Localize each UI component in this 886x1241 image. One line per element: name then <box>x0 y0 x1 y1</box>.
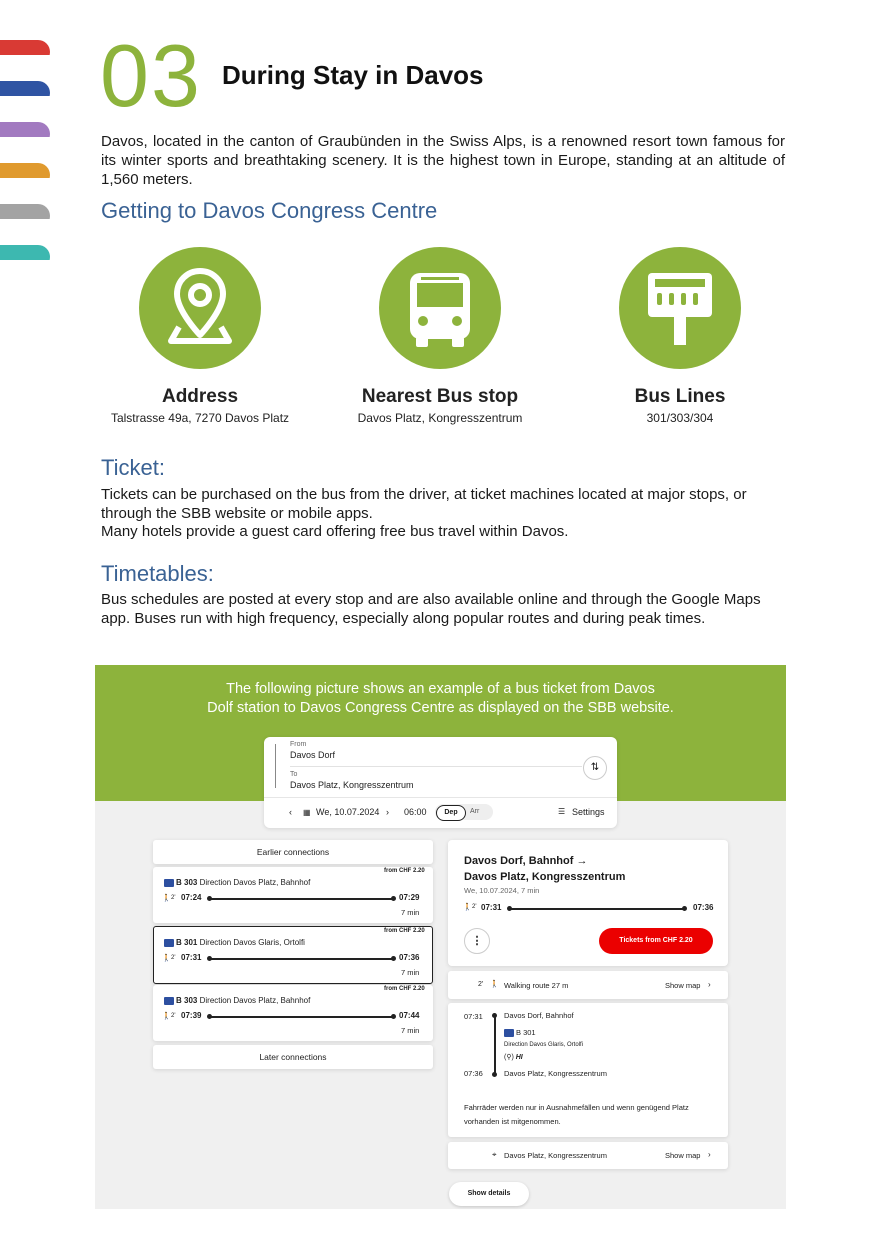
bus-icon <box>164 879 174 887</box>
bus-stop-title: Nearest Bus stop <box>361 386 519 407</box>
connection-row-2-selected[interactable] <box>153 926 433 984</box>
route-dot <box>391 956 396 961</box>
leg-direction: Direction Davos Glaris, Ortolfi <box>504 1042 584 1048</box>
departure-time: 07:31 <box>481 903 502 912</box>
color-tab-teal <box>0 245 50 269</box>
address-title: Address <box>161 386 239 407</box>
walk-icon: 🚶 <box>463 904 472 911</box>
timetables-paragraph: Bus schedules are posted at every stop and are also available online and through the Google Maps app. Buses run with high frequency, especially along popular routes and during peak times. <box>101 591 761 627</box>
bus-stop-sign-icon <box>619 247 741 369</box>
route-dot <box>391 1014 396 1019</box>
departure-time: 07:31 <box>181 953 202 962</box>
route-line <box>511 908 684 910</box>
color-tab-purple <box>0 122 50 146</box>
journey-leg-card <box>448 1003 728 1137</box>
route-dot <box>391 896 396 901</box>
example-caption-line2: Dolf station to Davos Congress Centre as displayed on the SBB website. <box>207 700 674 716</box>
route-line <box>211 898 393 900</box>
settings-icon[interactable]: ☰ <box>558 807 566 816</box>
detail-title-to: Davos Platz, Kongresszentrum <box>464 871 626 883</box>
bus-icon <box>379 247 501 369</box>
connection-detail-card <box>448 840 728 966</box>
ticket-heading: Ticket: <box>101 455 165 480</box>
arrival-time: 07:44 <box>399 1011 420 1020</box>
stop1-name: Davos Dorf, Bahnhof <box>504 1011 574 1020</box>
address-circle <box>139 247 261 369</box>
buy-ticket-button[interactable]: Tickets from CHF 2.20 <box>599 928 713 954</box>
color-tab-red <box>0 40 50 64</box>
later-connections-button[interactable] <box>153 1045 433 1069</box>
route-connector <box>275 744 280 788</box>
bus-lines-title: Bus Lines <box>634 386 726 407</box>
ticket-guest-card: Many hotels provide a guest card offering free bus travel within Davos. <box>101 523 569 540</box>
stop1-time: 07:31 <box>464 1012 483 1021</box>
walking-time: 2' <box>478 981 484 988</box>
location-pin-icon <box>139 247 261 369</box>
section-number: 03 <box>100 26 202 125</box>
intro-paragraph: Davos, located in the canton of Graubünden in the Swiss Alps, is a renowned resort town famous for its winter sports and breathtaking scenery. It is the highest town in Europe, standing at an altitude of 1,560 meters. <box>101 133 785 188</box>
line-number: B 301 <box>176 938 198 947</box>
detail-title-from: Davos Dorf, Bahnhof → <box>464 855 588 867</box>
divider <box>290 766 582 767</box>
later-connections-label: Later connections <box>259 1052 327 1062</box>
departure-time: 07:24 <box>181 893 202 902</box>
chevron-right-icon: › <box>708 980 711 989</box>
route-line <box>211 1016 393 1018</box>
connection-row-1[interactable] <box>153 867 433 923</box>
connection-price: from CHF 2.20 <box>384 928 425 934</box>
section-title: During Stay in Davos <box>222 60 484 90</box>
to-label: To <box>290 771 298 778</box>
color-tab-gray <box>0 204 50 228</box>
walk-time: 2' <box>171 895 176 901</box>
destination-label: Davos Platz, Kongresszentrum <box>504 1151 607 1160</box>
color-tab-orange <box>0 163 50 187</box>
bus-icon <box>164 939 174 947</box>
route-line <box>211 958 393 960</box>
earlier-connections-button[interactable] <box>153 840 433 864</box>
line-number: B 303 <box>176 996 198 1005</box>
show-map-link[interactable]: Show map <box>665 981 701 990</box>
line-direction: Direction Davos Platz, Bahnhof <box>199 996 311 1005</box>
from-label: From <box>290 741 307 748</box>
earlier-connections-label: Earlier connections <box>256 847 330 857</box>
more-options-icon[interactable]: ⋮ <box>464 928 490 954</box>
leg-line <box>494 1017 496 1075</box>
walk-time: 2' <box>472 904 477 910</box>
stop2-time: 07:36 <box>464 1069 483 1078</box>
example-caption <box>95 680 786 718</box>
show-details-button[interactable]: Show details <box>449 1182 529 1206</box>
walking-route-label: Walking route 27 m <box>504 981 569 990</box>
walk-icon: 🚶 <box>162 895 171 902</box>
from-input[interactable]: Davos Dorf <box>290 750 336 760</box>
date-field[interactable]: We, 10.07.2024 <box>316 807 380 817</box>
walk-icon: 🚶 <box>490 981 499 988</box>
connection-price: from CHF 2.20 <box>384 868 425 874</box>
destination-row[interactable] <box>448 1142 728 1169</box>
location-pin-icon: ⌖ <box>492 1150 497 1159</box>
ticket-paragraph: Tickets can be purchased on the bus from the driver, at ticket machines located at major stops, or through the SBB website or mobile apps. <box>101 486 747 522</box>
walk-time: 2' <box>171 955 176 961</box>
walking-route-row[interactable] <box>448 971 728 999</box>
to-input[interactable]: Davos Platz, Kongresszentrum <box>290 780 414 790</box>
departure-time: 07:39 <box>181 1011 202 1020</box>
connection-row-3[interactable] <box>153 985 433 1041</box>
address-value: Talstrasse 49a, 7270 Davos Platz <box>110 411 290 425</box>
bus-stop-value: Davos Platz, Kongresszentrum <box>357 411 523 425</box>
bus-lines-value: 301/303/304 <box>646 411 714 425</box>
walk-icon: 🚶 <box>162 1013 171 1020</box>
next-date-icon[interactable]: › <box>386 807 389 817</box>
dep-button[interactable]: Dep <box>436 805 466 821</box>
swap-icon[interactable]: ⇅ <box>583 756 607 780</box>
bus-icon <box>164 997 174 1005</box>
calendar-icon: ▦ <box>303 808 311 817</box>
detail-meta: We, 10.07.2024, 7 min <box>464 886 540 895</box>
chevron-right-icon: › <box>708 1150 711 1159</box>
arr-button[interactable]: Arr <box>470 808 480 815</box>
bike-note: Fahrräder werden nur in Ausnahmefällen und wenn genügend Platz vorhanden ist mitgenommen. <box>464 1103 689 1126</box>
stop2-name: Davos Platz, Kongresszentrum <box>504 1069 607 1078</box>
getting-heading: Getting to Davos Congress Centre <box>101 198 438 223</box>
show-map-link[interactable]: Show map <box>665 1151 701 1160</box>
connection-price: from CHF 2.20 <box>384 986 425 992</box>
timetables-heading: Timetables: <box>101 561 214 586</box>
line-attribute: HI <box>515 1054 523 1061</box>
stop-dot <box>492 1072 497 1077</box>
arrival-time: 07:29 <box>399 893 420 902</box>
line-number: B 303 <box>176 878 198 887</box>
bus-circle <box>379 247 501 369</box>
duration: 7 min <box>401 968 420 977</box>
bus-icon <box>504 1029 514 1037</box>
settings-button[interactable]: Settings <box>572 807 605 817</box>
duration: 7 min <box>401 1026 420 1035</box>
arrival-time: 07:36 <box>399 953 420 962</box>
walk-icon: 🚶 <box>162 955 171 962</box>
line-direction: Direction Davos Glaris, Ortolfi <box>199 938 305 947</box>
walk-time: 2' <box>171 1013 176 1019</box>
example-caption-line1: The following picture shows an example of a bus ticket from Davos <box>226 681 655 697</box>
color-tab-blue <box>0 81 50 105</box>
prev-date-icon[interactable]: ‹ <box>289 807 292 817</box>
bike-icon: (⚲) <box>504 1054 514 1061</box>
route-dot <box>682 906 687 911</box>
duration: 7 min <box>401 908 420 917</box>
time-field[interactable]: 06:00 <box>404 807 427 817</box>
arrival-time: 07:36 <box>693 903 714 912</box>
search-card <box>264 737 617 828</box>
leg-line-number: B 301 <box>516 1028 536 1037</box>
line-direction: Direction Davos Platz, Bahnhof <box>199 878 311 887</box>
divider <box>264 797 617 798</box>
bus-stop-circle <box>619 247 741 369</box>
